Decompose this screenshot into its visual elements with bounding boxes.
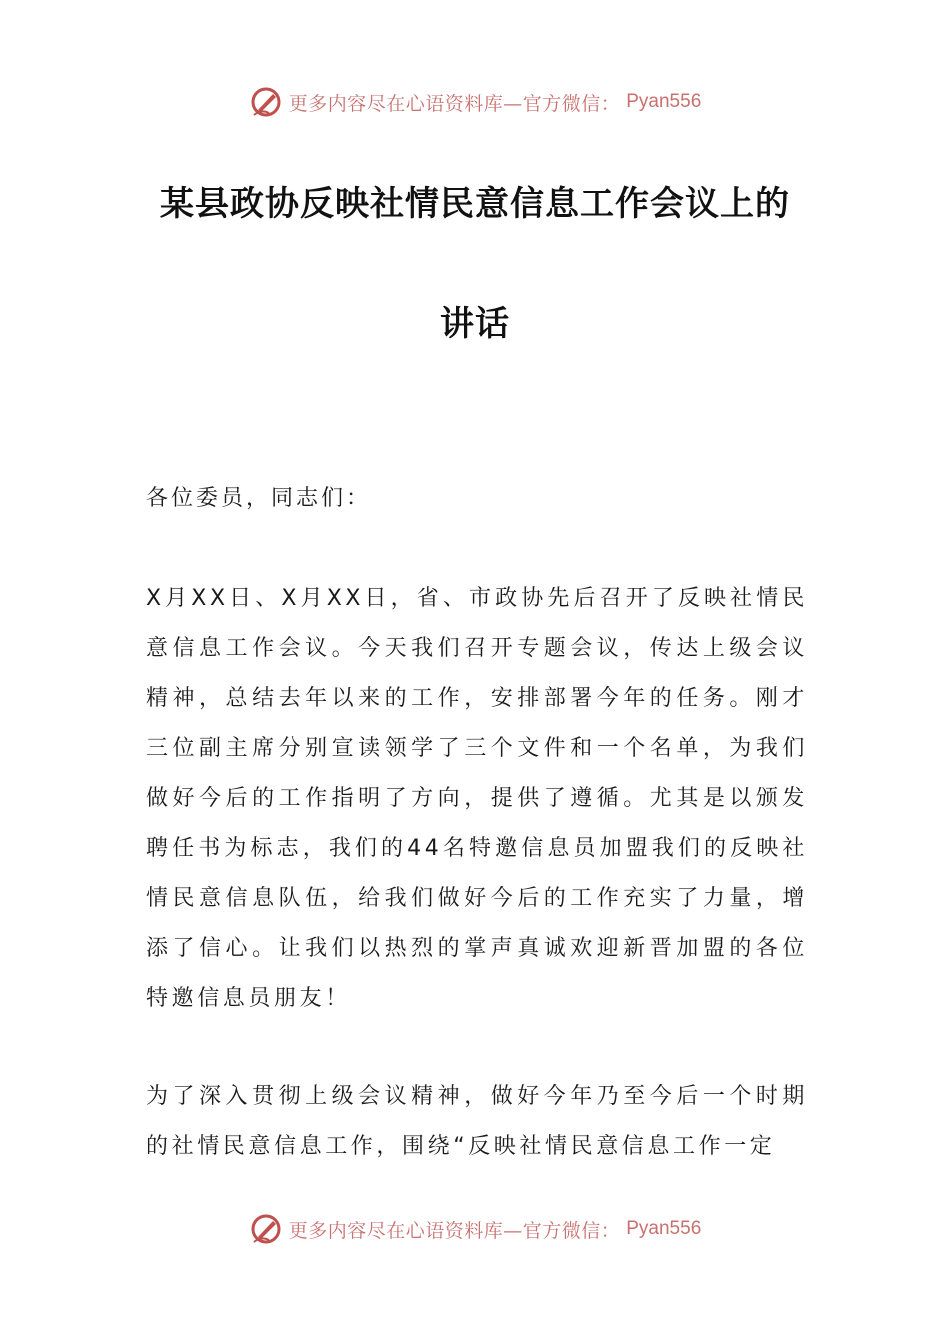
- watermark-wechat-id: Pyan556: [626, 1218, 702, 1239]
- salutation: 各位委员，同志们：: [146, 486, 372, 511]
- pen-logo-icon: [249, 1212, 283, 1246]
- watermark-text: 更多内容尽在心语资料库—官方微信：: [288, 1219, 621, 1242]
- body-paragraph-1: X月XX日、X月XX日，省、市政协先后召开了反映社情民意信息工作会议。今天我们召开专题会议，传达上级会议精神，总结去年以来的工作，安排部署今年的任务。刚才三位副主席分别宣读领学了三个文件和一个名单，为我们做好今后的工作指明了方向，提供了遵循。尤其是以颁发聘任书为标志，我们的44名特邀信息员加盟我们的反映社情民意信息队伍，给我们做好今后的工作充实了力量，增添了信心。让我们以热烈的掌声真诚欢迎新晋加盟的各位特邀信息员朋友！: [146, 586, 808, 1011]
- pen-logo-icon: [249, 85, 283, 119]
- body-paragraph-2: 为了深入贯彻上级会议精神，做好今年乃至今后一个时期的社情民意信息工作，围绕“反映社情民意信息工作一定: [146, 1084, 808, 1159]
- watermark-text: 更多内容尽在心语资料库—官方微信：: [288, 92, 621, 115]
- document-title-line-1: 某县政协反映社情民意信息工作会议上的: [160, 184, 790, 224]
- watermark-wechat-id: Pyan556: [626, 91, 702, 112]
- footer-watermark: [0, 1209, 950, 1249]
- document-title-line-2: 讲话: [440, 304, 510, 344]
- header-watermark: [0, 82, 950, 122]
